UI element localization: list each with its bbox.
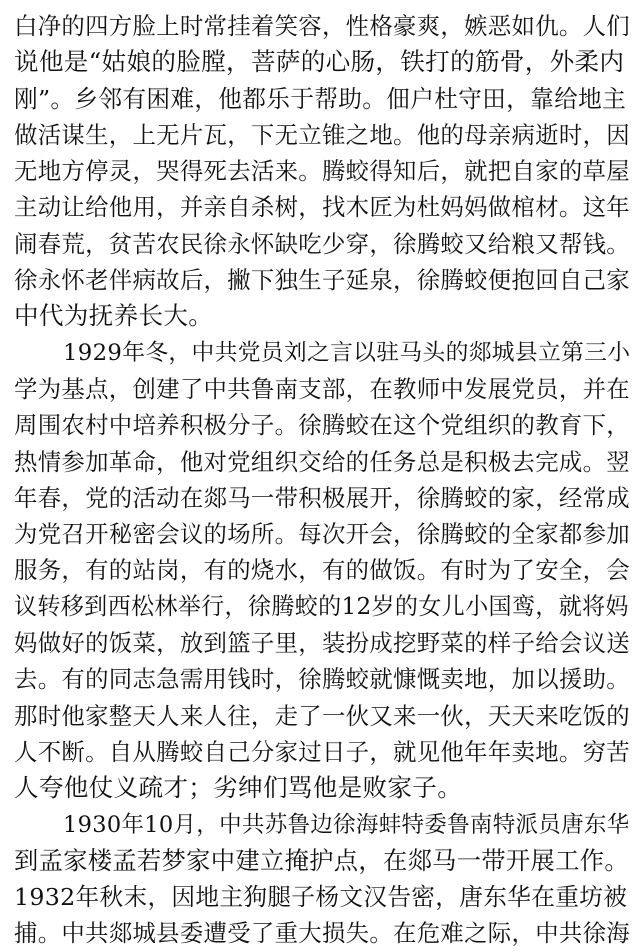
text-line: 年春，党的活动在郯马一带积极展开，徐腾蛟的家，经常成 — [14, 483, 630, 512]
text-line: 主动让给他用，并亲自杀树，找木匠为杜妈妈做棺材。这年 — [14, 193, 630, 222]
text-line: 刚”。乡邻有困难，他都乐于帮助。佃户杜守田，靠给地主 — [14, 84, 627, 113]
text-line: 闹春荒，贫苦农民徐永怀缺吃少穿，徐腾蛟又给粮又帮钱。 — [14, 229, 630, 258]
text-line: 周围农村中培养积极分子。徐腾蛟在这个党组织的教育下， — [14, 411, 630, 440]
text-line: 热情参加革命，他对党组织交给的任务总是积极去完成。翌 — [14, 447, 630, 476]
text-line: 1929年冬，中共党员刘之言以驻马头的郯城县立第三小 — [63, 339, 630, 366]
text-line: 议转移到西松林举行，徐腾蛟的12岁的女儿小国鸾，就将妈 — [14, 593, 629, 620]
text-line: 白净的四方脸上时常挂着笑容，性格豪爽，嫉恶如仇。人们 — [14, 12, 630, 40]
document-body — [14, 8, 630, 952]
text-line: 徐永怀老伴病故后，撇下独生子延泉，徐腾蛟便抱回自己家 — [14, 266, 630, 295]
text-line: 做活谋生，上无片瓦，下无立锥之地。他的母亲病逝时，因 — [14, 120, 630, 149]
text-line: 无地方停灵，哭得死去活来。腾蛟得知后，就把自家的草屋 — [14, 157, 630, 186]
text-line: 到孟家楼孟若梦家中建立掩护点，在郯马一带开展工作。 — [14, 845, 629, 875]
text-line: 服务，有的站岗，有的烧水，有的做饭。有时为了安全，会 — [14, 556, 630, 585]
text-line: 人夸他仗义疏才；劣绅们骂他是败家子。 — [14, 773, 463, 803]
text-line: 去。有的同志急需用钱时，徐腾蛟就慷慨卖地，加以援助。 — [14, 665, 630, 694]
text-line: 人不断。自从腾蛟自己分家过日子，就见他年年卖地。穷苦 — [14, 737, 630, 766]
text-line: 中代为抚养长大。 — [14, 301, 214, 331]
text-line: 学为基点，创建了中共鲁南支部，在教师中发展党员，并在 — [14, 374, 630, 403]
text-line: 1930年10月，中共苏鲁边徐海蚌特委鲁南特派员唐东华 — [63, 811, 630, 838]
text-line: 妈做好的饭菜，放到篮子里，装扮成挖野菜的样子给会议送 — [14, 629, 630, 658]
text-line: 为党召开秘密会议的场所。每次开会，徐腾蛟的全家都参加 — [14, 520, 630, 549]
text-line: 那时他家整天人来人往，走了一伙又来一伙，天天来吃饭的 — [14, 701, 630, 730]
text-line: 捕。中共郯城县委遭受了重大损失。在危难之际，中共徐海 — [14, 919, 630, 948]
text-line: 说他是“姑娘的脸膛，菩萨的心肠，铁打的筋骨，外柔内 — [14, 47, 625, 77]
text-line: 1932年秋末，因地主狗腿子杨文汉告密，唐东华在重坊被 — [14, 883, 628, 912]
